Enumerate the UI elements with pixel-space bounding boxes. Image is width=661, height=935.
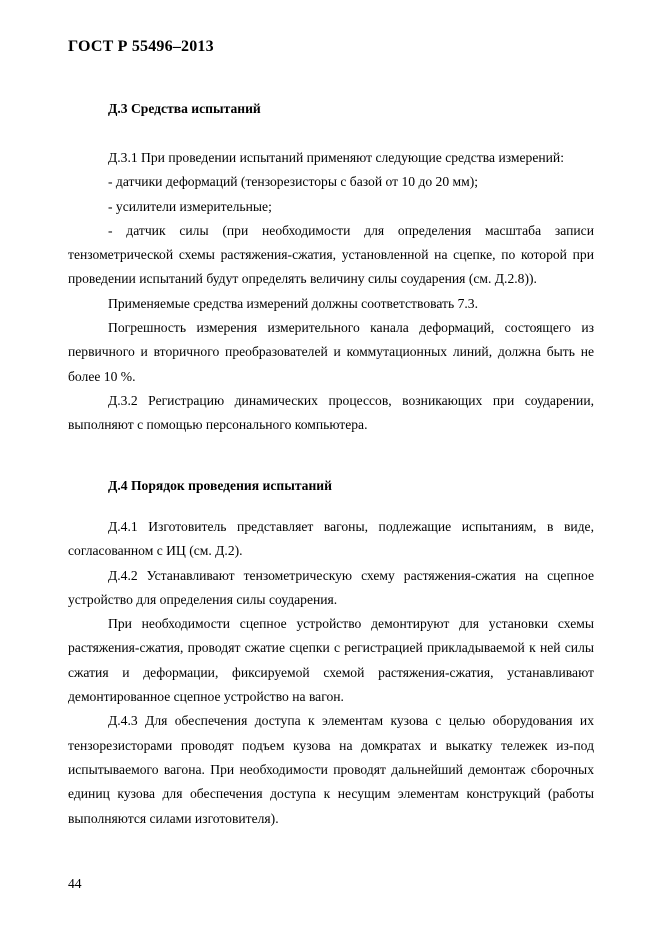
paragraph: Д.4.3 Для обеспечения доступа к элементам кузова с целью оборудования их тензорезисторами проводят подъем кузова на домкратах и выкатку тележек из-под испытываемого вагона. При необходимости проводят дальнейший демонтаж сборочных единиц кузова для обеспечения доступа к несущим элементам конструкций (работы выполняются силами изготовителя). [68, 713, 594, 826]
paragraph: Погрешность измерения измерительного канала деформаций, состоящего из первичного и вторичного преобразователей и коммутационных линий, должна быть не более 10 %. [68, 320, 594, 384]
list-item: - датчики деформаций (тензорезисторы с базой от 10 до 20 мм); [108, 174, 479, 190]
section-body-d4 [68, 515, 594, 831]
section-heading-d4: Д.4 Порядок проведения испытаний [108, 478, 332, 493]
list-item: - усилители измерительные; [108, 198, 272, 214]
document-header: ГОСТ Р 55496–2013 [68, 38, 214, 55]
paragraph: Д.4.1 Изготовитель представляет вагоны, подлежащие испытаниям, в виде, согласованном с ИЦ (см. Д.2). [68, 519, 594, 559]
page-number: 44 [68, 876, 82, 891]
paragraph: Д.3.1 При проведении испытаний применяют следующие средства измерений: [108, 150, 564, 165]
list-item: - датчик силы (при необходимости для определения масштаба записи тензометрической схемы растяжения-сжатия, установленной на сцепке, по которой при проведении испытаний будут определять величину силы соударения (см. Д.2.8)). [68, 222, 594, 287]
paragraph: При необходимости сцепное устройство демонтируют для установки схемы растяжения-сжатия, проводят сжатие сцепки с регистрацией прикладываемой к ней силы сжатия и деформации, фиксируемой схемой растяжения-сжатия, устанавливают демонтированное сцепное устройство на вагон. [68, 616, 594, 705]
paragraph: Применяемые средства измерений должны соответствовать 7.3. [108, 295, 478, 311]
section-body-d3 [68, 146, 594, 438]
section-heading-d3: Д.3 Средства испытаний [108, 101, 261, 116]
paragraph: Д.3.2 Регистрацию динамических процессов, возникающих при соударении, выполняют с помощью персонального компьютера. [68, 392, 594, 433]
paragraph: Д.4.2 Устанавливают тензометрическую схему растяжения-сжатия на сцепное устройство для определения силы соударения. [68, 567, 594, 607]
